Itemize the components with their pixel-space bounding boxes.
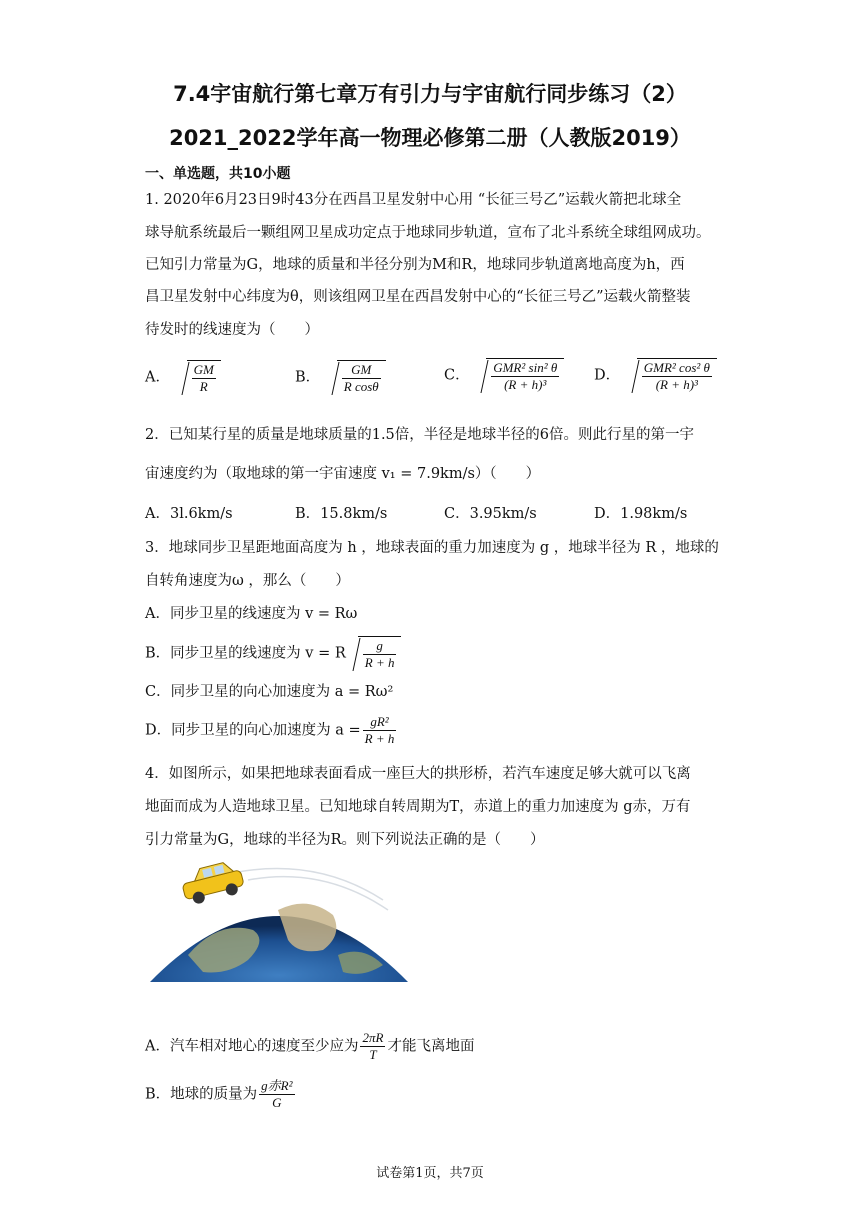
q1-line-1: 1. 2020年6月23日9时43分在西昌卫星发射中心用 “长征三号乙”运载火箭把北球全 [145,192,682,208]
q4-option-b: B．地球的质量为 $\frac{\text{g赤R²}}{G}$ [145,1078,293,1110]
q2-option-b: B．15.8km/s [295,506,388,522]
q4-line-2: 地面而成为人造地球卫星。已知地球自转周期为T，赤道上的重力加速度为 g赤，万有 [145,799,691,815]
q2-option-c: C．3.95km/s [444,506,537,522]
title-line-1: 7.4宇宙航行第七章万有引力与宇宙航行同步练习（2） [173,82,687,106]
section-heading: 一、单选题，共10小题 [145,166,291,182]
q1-line-3: 已知引力常量为G，地球的质量和半径分别为M和R，地球同步轨道离地高度为h，西 [145,257,685,273]
page-footer: 试卷第1页，共7页 [376,1166,484,1181]
q1-line-2: 球导航系统最后一颗组网卫星成功定点于地球同步轨道，宣布了北斗系统全球组网成功。 [145,225,711,241]
q1-option-b [295,360,386,395]
sqrt-expression: $\frac{GM}{\text{R cosθ}}$ [325,360,386,395]
sqrt-expression: $\frac{\text{GMR² sin² θ}}{\text{(R + h)³}}$ [474,358,564,393]
q4-option-a: A．汽车相对地心的速度至少应为 $\frac{2\pi R}{T}$ 才能飞离地面 [145,1030,475,1062]
title-line-2: 2021_2022学年高一物理必修第二册（人教版2019） [169,126,691,150]
option-label: B． [295,369,321,386]
q4-line-3: 引力常量为G，地球的半径为R。则下列说法正确的是（ ） [145,832,545,848]
q1-option-a [145,360,221,395]
q3-option-a: A．同步卫星的线速度为 v = Rω [145,606,358,622]
earth-car-figure [148,860,410,985]
q3-line-2: 自转角速度为ω ，那么（ ） [145,573,350,589]
q3-line-1: 3．地球同步卫星距地面高度为 h ，地球表面的重力加速度为 g ，地球半径为 R ，地球的 [145,540,719,556]
q4-line-1: 4．如图所示，如果把地球表面看成一座巨大的拱形桥，若汽车速度足够大就可以飞离 [145,766,691,782]
earth-icon [150,916,408,982]
q2-line-2: 宙速度约为（取地球的第一宇宙速度 v₁ = 7.9km/s）（ ） [145,466,541,482]
option-label: A． [145,369,170,386]
sqrt-expression: $\frac{GM}{R}$ [175,360,221,395]
sqrt-expression: $\frac{g}{R + h}$ [346,636,402,671]
option-label: D． [594,367,621,384]
q1-line-4: 昌卫星发射中心纬度为θ，则该组网卫星在西昌发射中心的“长征三号乙”运载火箭整装 [145,289,691,305]
car-icon [179,860,245,907]
q1-line-5: 待发时的线速度为（ ） [145,322,319,338]
q2-option-a: A．3l.6km/s [145,506,233,522]
q3-option-c: C．同步卫星的向心加速度为 a = Rω² [145,684,394,700]
q3-option-b: B．同步卫星的线速度为 v = R $\frac{g}{R + h}$ [145,636,401,671]
q2-option-d: D．1.98km/s [594,506,688,522]
q3-option-d: D．同步卫星的向心加速度为 a = $\frac{\text{gR²}}{R + h}$ [145,714,395,746]
q1-option-d [594,358,717,393]
sqrt-expression: $\frac{\text{GMR² cos² θ}}{\text{(R + h)³}}$ [625,358,717,393]
q2-line-1: 2．已知某行星的质量是地球质量的1.5倍，半径是地球半径的6倍。则此行星的第一宇 [145,427,695,443]
option-label: C． [444,367,470,384]
q1-option-c [444,358,564,393]
